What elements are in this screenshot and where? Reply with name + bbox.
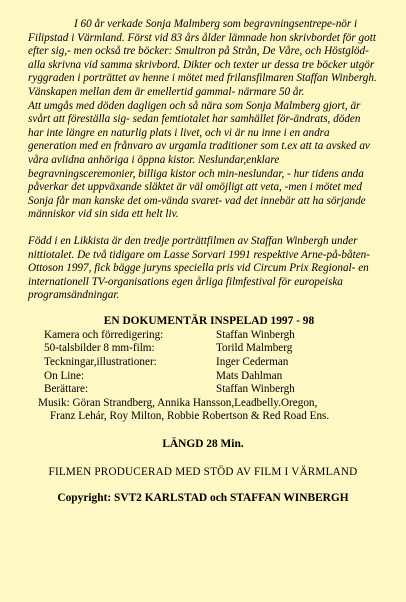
film-length: LÄNGD 28 Min. [162,438,244,451]
credit-name: Mats Dahlman [216,369,283,382]
credit-name: Staffan Winbergh [216,328,295,341]
credit-role: 50-talsbilder 8 mm-film: [44,342,155,355]
credit-role: Kamera och förredigering: [44,328,164,341]
music-line-1: Musik: Göran Strandberg, Annika Hansson,Leadbelly.Oregon, [38,396,318,409]
credit-role: Teckningar,illustrationer: [44,356,157,369]
intro-text: I 60 år verkade Sonja Malmberg som begravningsentrepe-nör i Filipstad i Värmland. Först vid 83 års ålder lämnade hon skrivbordet för gott efter sig,- men också tre böcker: Smultron på Strån, De Våre, och Höstglöd- alla skrivna vid samma skrivbord. Dikter och texter ur dessa tre böcker utgör ryggraden i porträttet av henne i mötet med frilansfilmaren Staffan Winbergh. Vänskapen mellan dem är emellertid gammal- närmare 50 år. [28,18,377,98]
credit-name: Inger Cederman [216,356,289,369]
credit-role: On Line: [44,369,85,382]
credits-list [34,329,378,397]
credit-row [34,383,378,397]
copyright-notice: Copyright: SVT2 KARLSTAD och STAFFAN WINBERGH [57,492,349,505]
credit-name: Torild Malmberg [216,342,293,355]
music-line-2: Franz Lehár, Roy Milton, Robbie Robertson & Red Road Ens. [50,410,330,423]
credit-name: Staffan Winbergh [216,383,295,396]
credit-role: Berättare: [44,383,89,396]
credit-row [34,356,378,370]
intro-text-2: Att umgås med döden dagligen och så nära som Sonja Malmberg gjort, är svårt att föreställa sig- sedan femtiotalet har samhället för-ändrats, döden har inte längre en naturlig plats i livet, och vi är nu inne i en andra generation med en frånvaro av urgamla traditioner som t.ex att ta avsked av våra avlidna anhöriga i öppna kistor. Neslundar,enklare begravningsceremonier, billiga kistor och min-neslundar, - hur tidens anda påverkar det uppväxande släktet är väl omöjligt att veta, -men i mötet med Sonja får man kanske det om-vända svaret- vad det innebär att ha sörjande människor vid sin sida ett helt liv. [28,99,370,221]
credit-row [34,342,378,356]
music-credits [34,397,378,424]
credit-row [34,370,378,384]
credit-row [34,329,378,343]
intro-paragraph [28,18,378,222]
production-support: FILMEN PRODUCERAD MED STÖD AV FILM I VÄRMLAND [48,466,358,479]
documentary-title: EN DOKUMENTÄR INSPELAD 1997 - 98 [103,314,315,327]
bio-paragraph: Född i en Likkista är den tredje porträttfilmen av Staffan Winbergh under nittiotalet. De två tidigare om Lasse Sorvari 1991 respektive Arne-på-båten-Ottoson 1997, fick bägge juryns speciella pris vid Circum Prix Regional- en internationell TV-organisations egen årliga filmfestival för europeiska programsändningar. [28,234,370,302]
